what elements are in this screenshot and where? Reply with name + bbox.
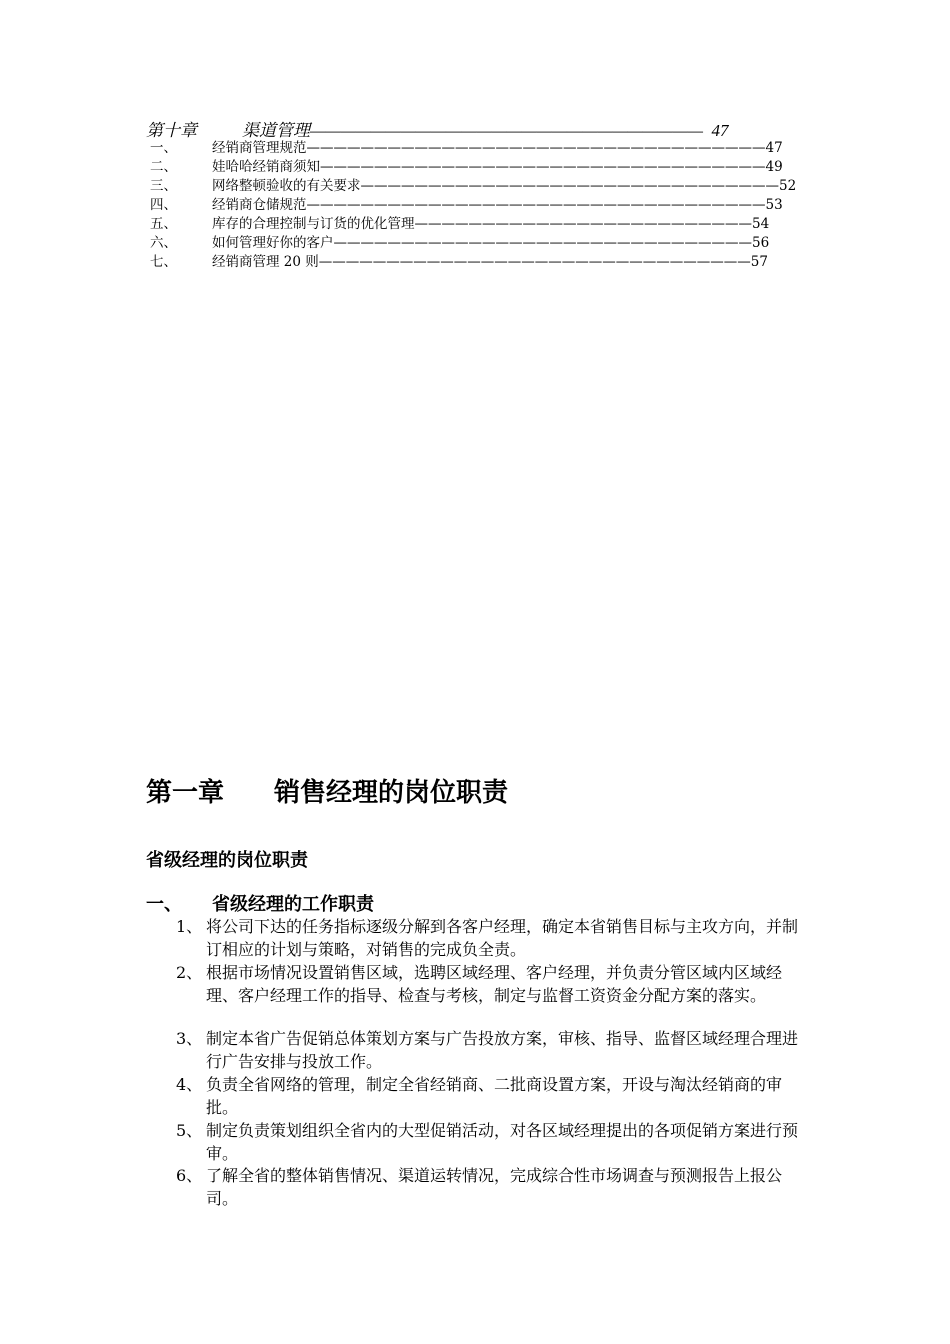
- toc-item-title: 经销商管理规范: [212, 140, 307, 156]
- toc-leader: ——————————————————————————————————: [306, 140, 766, 156]
- toc-item: [150, 215, 769, 234]
- subsection-title: 省级经理的工作职责: [212, 894, 374, 915]
- toc-item-page: 54: [752, 216, 770, 232]
- toc-item-number: 五、: [150, 216, 177, 232]
- duty-number: 5、: [176, 1121, 203, 1140]
- toc-leader: ——————————————————————————————————: [306, 197, 766, 213]
- duty-item: [176, 1165, 810, 1210]
- toc-item-number: 六、: [150, 235, 177, 251]
- toc-item-page: 56: [752, 235, 770, 251]
- toc-item-title: 网络整顿验收的有关要求: [212, 178, 361, 194]
- duty-text: 将公司下达的任务指标逐级分解到各客户经理，确定本省销售目标与主攻方向，并制订相应的计划与策略，对销售的完成负全责。: [206, 917, 799, 959]
- duty-number: 3、: [176, 1029, 203, 1048]
- toc-item-number: 二、: [150, 159, 177, 175]
- duty-text: 根据市场情况设置销售区域，选聘区域经理、客户经理，并负责分管区域内区域经理、客户经理工作的指导、检查与考核，制定与监督工资资金分配方案的落实。: [206, 963, 783, 1005]
- duty-text: 了解全省的整体销售情况、渠道运转情况，完成综合性市场调查与预测报告上报公司。: [206, 1166, 783, 1208]
- toc-item: [150, 234, 769, 253]
- toc-item-page: 47: [765, 140, 783, 156]
- toc-leader: ———————————————————————————————: [333, 235, 752, 251]
- chapter-number: 第一章: [146, 778, 225, 808]
- chapter-heading: [146, 772, 508, 809]
- toc-item-title: 娃哈哈经销商须知: [212, 159, 320, 175]
- toc-leader: ————————————————————————————————: [318, 254, 751, 270]
- subsection-heading: [146, 890, 374, 916]
- duty-text: 制定本省广告促销总体策划方案与广告投放方案，审核、指导、监督区域经理合理进行广告安排与投放工作。: [206, 1029, 799, 1071]
- duty-item: [176, 1120, 810, 1165]
- toc-item-page: 57: [750, 254, 768, 270]
- duty-item: [176, 916, 810, 961]
- duty-number: 2、: [176, 963, 203, 982]
- toc-chapter-page: 47: [711, 121, 729, 140]
- toc-chapter-entry: [146, 116, 729, 141]
- toc-item-page: 52: [779, 178, 797, 194]
- toc-item-title: 经销商管理 20 则: [212, 254, 319, 270]
- toc-item: [150, 139, 783, 158]
- duty-text: 制定负责策划组织全省内的大型促销活动，对各区域经理提出的各项促销方案进行预审。: [206, 1121, 799, 1163]
- toc-item-number: 三、: [150, 178, 177, 194]
- duty-number: 4、: [176, 1075, 203, 1094]
- duty-item: [176, 1074, 810, 1119]
- toc-item: [150, 158, 783, 177]
- toc-leader: —————————————————————————: [414, 216, 752, 232]
- subsection-number: 一、: [146, 894, 182, 915]
- toc-chapter-number: 第十章: [146, 121, 197, 140]
- section-heading: 省级经理的岗位职责: [146, 850, 308, 871]
- toc-item: [150, 253, 768, 272]
- toc-item: [150, 196, 783, 215]
- toc-item-title: 如何管理好你的客户: [212, 235, 334, 251]
- toc-leader: ———————————————————————————————: [360, 178, 779, 194]
- toc-leader: ——————————————————————————: [310, 121, 712, 140]
- duty-number: 6、: [176, 1166, 203, 1185]
- toc-item-title: 库存的合理控制与订货的优化管理: [212, 216, 415, 232]
- chapter-title: 销售经理的岗位职责: [274, 778, 509, 808]
- toc-item-page: 53: [765, 197, 783, 213]
- toc-chapter-title: 渠道管理: [242, 121, 310, 140]
- toc-leader: —————————————————————————————————: [320, 159, 766, 175]
- duty-item: [176, 962, 810, 1007]
- toc-item: [150, 177, 796, 196]
- toc-item-page: 49: [765, 159, 783, 175]
- duty-number: 1、: [176, 917, 203, 936]
- toc-item-number: 一、: [150, 140, 177, 156]
- toc-item-number: 四、: [150, 197, 177, 213]
- toc-item-title: 经销商仓储规范: [212, 197, 307, 213]
- duty-text: 负责全省网络的管理，制定全省经销商、二批商设置方案，开设与淘汰经销商的审批。: [206, 1075, 783, 1117]
- toc-item-number: 七、: [150, 254, 177, 270]
- duty-item: [176, 1028, 810, 1073]
